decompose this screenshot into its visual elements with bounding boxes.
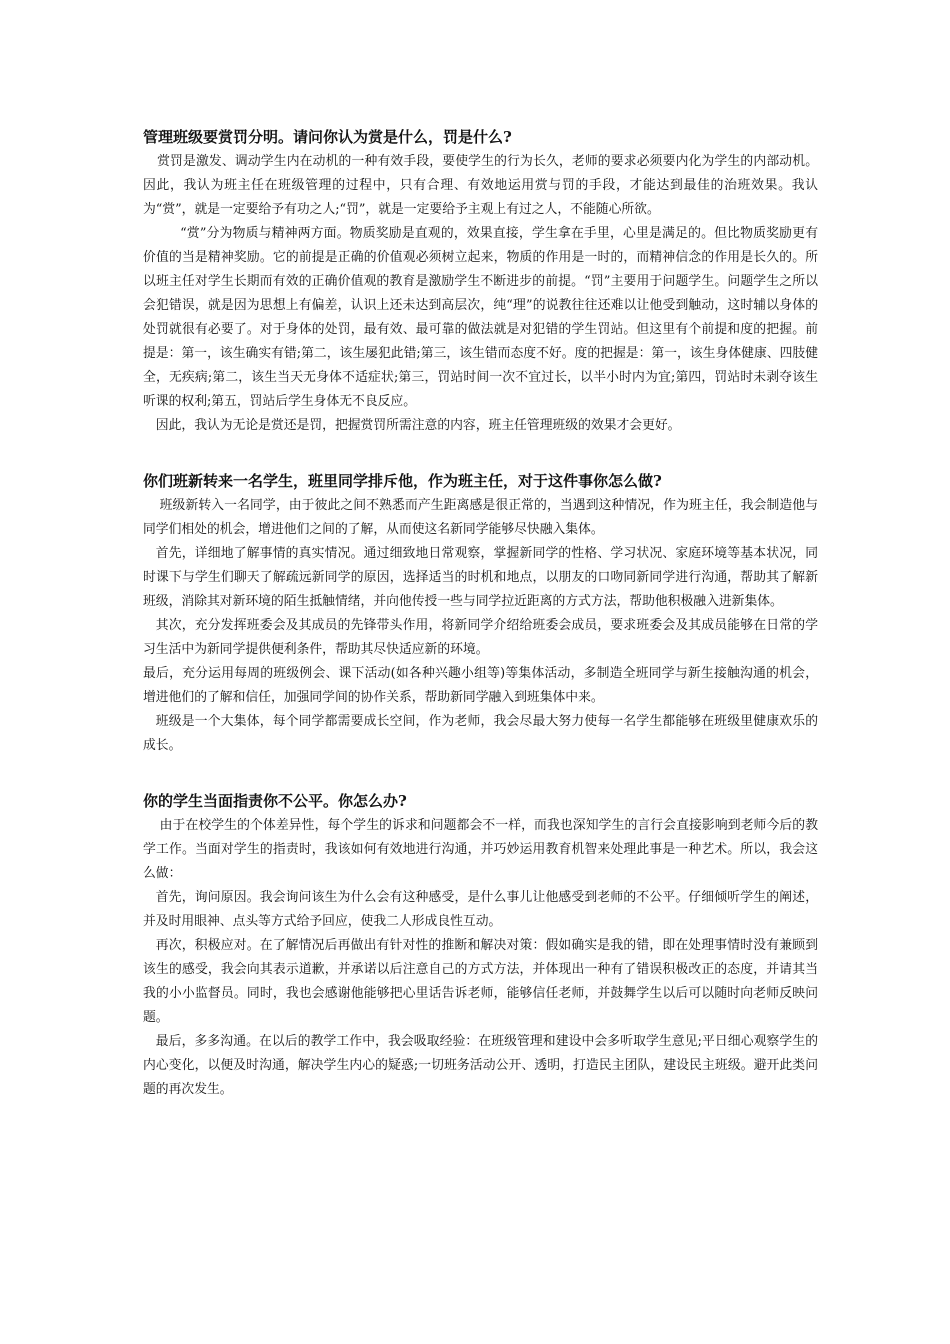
paragraph: 首先，询问原因。我会询问该生为什么会有这种感受，是什么事儿让他感受到老师的不公平。仔细倾听学生的阐述，并及时用眼神、点头等方式给予回应，使我二人形成良性互动。 <box>143 890 818 929</box>
section-unfair-accusation <box>143 788 818 1102</box>
paragraph: 由于在校学生的个体差异性，每个学生的诉求和问题都会不一样，而我也深知学生的言行会直接影响到老师今后的教学工作。当面对学生的指责时，我该如何有效地进行沟通，并巧妙运用教育机智来处理此事是一种艺术。所以，我会这么做： <box>143 818 818 881</box>
paragraph: “赏”分为物质与精神两方面。物质奖励是直观的，效果直接，学生拿在手里，心里是满足的。但比物质奖励更有价值的当是精神奖励。它的前提是正确的价值观必须树立起来，物质的作用是一时的，而精神信念的作用是长久的。所以班主任对学生长期而有效的正确价值观的教育是激励学生不断进步的前提。“罚”主要用于问题学生。问题学生之所以会犯错误，就是因为思想上有偏差，认识上还未达到高层次，纯“理”的说教往往还难以让他受到触动，这时辅以身体的处罚就很有必要了。对于身体的处罚，最有效、最可靠的做法就是对犯错的学生罚站。但这里有个前提和度的把握。前提是：第一，该生确实有错;第二，该生屡犯此错;第三，该生错而态度不好。度的把握是：第一，该生身体健康、四肢健全，无疾病;第二，该生当天无身体不适症状;第三，罚站时间一次不宜过长，以半小时内为宜;第四，罚站时未剥夺该生听课的权利;第五，罚站后学生身体无不良反应。 <box>143 226 818 409</box>
paragraph: 再次，积极应对。在了解情况后再做出有针对性的推断和解决对策：假如确实是我的错，即在处理事情时没有兼顾到该生的感受，我会向其表示道歉，并承诺以后注意自己的方式方法，并体现出一种有了错误积极改正的态度，并请其当我的小小监督员。同时，我也会感谢他能够把心里话告诉老师，能够信任老师，并鼓舞学生以后可以随时向老师反映问题。 <box>143 938 818 1025</box>
paragraph: 因此，我认为无论是赏还是罚，把握赏罚所需注意的内容，班主任管理班级的效果才会更好。 <box>155 418 681 433</box>
paragraph: 最后，多多沟通。在以后的教学工作中，我会吸取经验：在班级管理和建设中会多听取学生意见;平日细心观察学生的内心变化，以便及时沟通，解决学生内心的疑惑;一切班务活动公开、透明，打造民主团队，建设民主班级。避开此类问题的再次发生。 <box>143 1034 818 1097</box>
section-heading: 管理班级要赏罚分明。请问你认为赏是什么，罚是什么? <box>143 128 512 146</box>
document-content <box>143 124 818 1102</box>
section-rewards-punishment <box>143 124 818 438</box>
section-heading: 你们班新转来一名学生，班里同学排斥他，作为班主任，对于这件事你怎么做? <box>143 472 662 490</box>
paragraph: 赏罚是激发、调动学生内在动机的一种有效手段，要使学生的行为长久，老师的要求必须要内化为学生的内部动机。因此，我认为班主任在班级管理的过程中，只有合理、有效地运用赏与罚的手段，才能达到最佳的治班效果。我认为“赏”，就是一定要给予有功之人;“罚”，就是一定要给予主观上有过之人，不能随心所欲。 <box>143 154 818 217</box>
section-new-student <box>143 468 818 758</box>
section-heading: 你的学生当面指责你不公平。你怎么办? <box>143 792 407 810</box>
paragraph: 其次，充分发挥班委会及其成员的先锋带头作用，将新同学介绍给班委会成员，要求班委会及其成员能够在日常的学习生活中为新同学提供便利条件，帮助其尽快适应新的环境。 <box>143 618 818 657</box>
paragraph: 首先，详细地了解事情的真实情况。通过细致地日常观察，掌握新同学的性格、学习状况、家庭环境等基本状况，同时课下与学生们聊天了解疏远新同学的原因，选择适当的时机和地点，以朋友的口吻同新同学进行沟通，帮助其了解新班级，消除其对新环境的陌生抵触情绪，并向他传授一些与同学拉近距离的方式方法，帮助他积极融入进新集体。 <box>143 546 818 609</box>
paragraph: 最后，充分运用每周的班级例会、课下活动(如各种兴趣小组等)等集体活动，多制造全班同学与新生接触沟通的机会，增进他们的了解和信任，加强同学间的协作关系，帮助新同学融入到班集体中来。 <box>143 666 818 705</box>
paragraph: 班级是一个大集体，每个同学都需要成长空间，作为老师，我会尽最大努力使每一名学生都能够在班级里健康欢乐的成长。 <box>143 714 818 753</box>
paragraph: 班级新转入一名同学，由于彼此之间不熟悉而产生距离感是很正常的，当遇到这种情况，作为班主任，我会制造他与同学们相处的机会，增进他们之间的了解，从而使这名新同学能够尽快融入集体。 <box>143 498 818 537</box>
